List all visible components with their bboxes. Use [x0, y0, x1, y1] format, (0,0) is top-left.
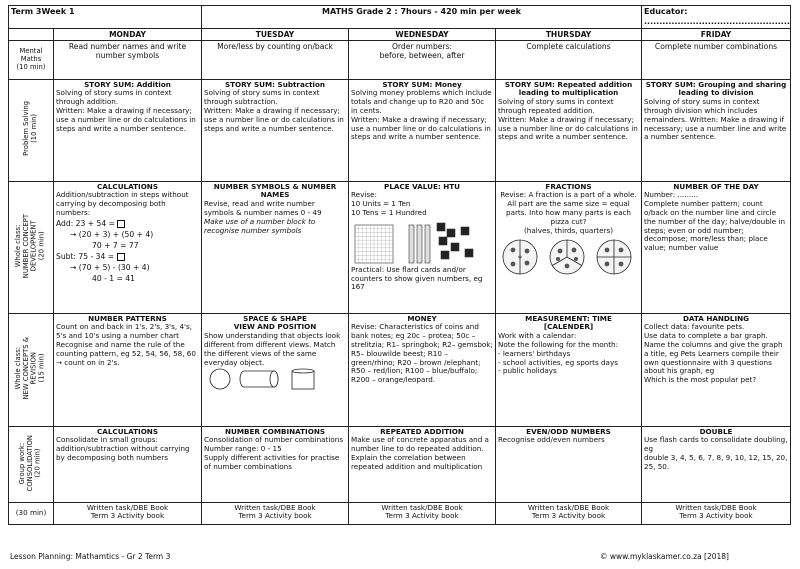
cell-line: 10 Tens = 1 Hundred: [351, 207, 427, 217]
problem-solving-row: [9, 79, 791, 181]
cell-body: Show understanding that objects look different from different views. Match the different views of the same everyday object.: [204, 331, 341, 367]
problem-cell: [349, 79, 496, 181]
add-line-1: Add: 23 + 54 =: [56, 218, 118, 228]
cell-body: Number: ......... Complete number pattern; count o/back on the number line and circle the number of the day; halve/double in steps; even or odd number; decompose; more/less than; place value; number value: [644, 190, 786, 253]
concept-thursday: [496, 181, 642, 313]
mental-maths-row: [9, 40, 791, 79]
cell-body: Solving of story sums in context through repeated addition. Written: Make a drawing if necessary; use a number line or do calculations in steps and write a number sentence.: [498, 97, 638, 142]
cell-body: Make use of concrete apparatus and a number line to do repeated addition. Explain the correlation between repeated addition and multiplication: [351, 435, 489, 471]
cell-title: STORY SUM: Money: [382, 79, 462, 89]
new-concepts-cell: [496, 313, 642, 426]
written-line-1: Written task/DBE Book: [234, 502, 316, 512]
mental-cell: Complete number combinations: [642, 40, 791, 79]
written-cell: [202, 502, 349, 524]
mental-cell: More/less by counting on/back: [202, 40, 349, 79]
cell-line: Revise:: [351, 190, 377, 200]
written-line-2: Term 3 Activity book: [90, 511, 165, 521]
mental-cell: Order numbers: before, between, after: [349, 40, 496, 79]
cell-title: SPACE & SHAPE VIEW AND POSITION: [233, 313, 317, 332]
concept-wednesday: [349, 181, 496, 313]
number-concept-label: Whole class: NUMBER CONCEPT DEVELOPMENT (20 min): [9, 181, 54, 313]
written-line-2: Term 3 Activity book: [238, 511, 312, 521]
cell-title: STORY SUM: Subtraction: [224, 79, 326, 89]
day-tuesday: TUESDAY: [202, 28, 349, 40]
cell-title: NUMBER SYMBOLS & NUMBER NAMES: [213, 181, 337, 200]
term-week: Term 3Week 1: [9, 6, 202, 29]
cell-title: CALCULATIONS: [97, 426, 158, 436]
lesson-plan-table: [8, 5, 791, 525]
corner-cell: [9, 28, 54, 40]
written-label: (30 min): [9, 502, 54, 524]
cell-body: Use flash cards to consolidate doubling, eg double 3, 4, 5, 6, 7, 8, 9, 10, 12, 15, 20, 25, 50.: [644, 435, 788, 471]
cell-body: Work with a calendar: Note the following for the month: - learners' birthdays - school activities, eg sports days - public holidays: [498, 331, 618, 376]
written-line-1: Written task/DBE Book: [381, 502, 463, 512]
cell-body: Solving of story sums in context through division which includes remainders. Written: Make a drawing if necessary; use a number line and write a number sentence.: [644, 97, 787, 142]
day-friday: FRIDAY: [642, 28, 791, 40]
consolidation-cell: [54, 426, 202, 502]
new-concepts-cell: [54, 313, 202, 426]
cell-title: STORY SUM: Repeated addition leading to multiplication: [504, 79, 633, 98]
cell-note: Make use of a number block to recognise number symbols: [204, 216, 316, 235]
cell-body: Solving of story sums in context through subtraction. Written: Make a drawing if necessary; use a number line or do calculations in steps and write a number sentence.: [204, 88, 344, 133]
written-line-2: Term 3 Activity book: [531, 511, 606, 521]
cell-body: Revise: Characteristics of coins and bank notes; eg 20c – protea; 50c – strelitzia; R1– springbok; R2– gemsbok; R5– blouwilde beest; R10 – green/rhino; R20 – brown /elephant; R50 – red/lion; R100 – blue/buffalo; R200 – orange/leopard.: [351, 322, 493, 385]
cell-body: Collect data: favourite pets. Use data to complete a bar graph. Name the columns and give the graph a title, eg Pets Learners compile their own questionnaire with 3 questions about his graph, eg Which is the most popular pet?: [644, 322, 783, 385]
cell-body: Revise: A fraction is a part of a whole. All part are the same size = equal parts. Into how many parts is each pizza cut? (halves, thirds, quarters): [500, 190, 637, 235]
new-concepts-cell: [349, 313, 496, 426]
cell-title: DATA HANDLING: [682, 313, 750, 323]
footer-right: © www.myklaskamer.co.za [2018]: [600, 552, 729, 561]
sub-line-3: 40 - 1 = 41: [92, 273, 135, 283]
written-cell: [349, 502, 496, 524]
cell-title: MONEY: [407, 313, 437, 323]
written-cell: [642, 502, 791, 524]
mental-maths-label: Mental Maths (10 min): [9, 40, 54, 79]
cell-body: Revise, read and write number symbols & number names 0 - 49: [204, 199, 322, 217]
header-row: [9, 6, 791, 29]
sub-line-2: → (70 + 5) - (30 + 4): [70, 262, 150, 272]
base-ten-blocks-icon: [351, 219, 491, 265]
number-concept-row: [9, 181, 791, 313]
cell-title: PLACE VALUE: HTU: [384, 181, 460, 191]
cell-title: NUMBER COMBINATIONS: [225, 426, 326, 436]
day-monday: MONDAY: [54, 28, 202, 40]
problem-cell: [54, 79, 202, 181]
written-line-1: Written task/DBE Book: [527, 502, 610, 512]
day-wednesday: WEDNESDAY: [349, 28, 496, 40]
cell-title: STORY SUM: Grouping and sharing leading to division: [645, 79, 787, 98]
cell-body: Consolidation of number combinations Number range: 0 - 15 Supply different activities for practise of number combinations: [204, 435, 344, 471]
answer-box: [117, 220, 125, 228]
pizza-fractions-icon: [498, 237, 638, 277]
written-line-2: Term 3 Activity book: [385, 511, 459, 521]
new-concepts-cell: [642, 313, 791, 426]
add-line-3: 70 + 7 = 77: [92, 240, 139, 250]
cell-body: Consolidate in small groups: addition/subtraction without carrying by decomposing both numbers: [56, 435, 190, 462]
consolidation-cell: [202, 426, 349, 502]
cell-title: CALCULATIONS: [97, 181, 158, 191]
consolidation-label: Group work: CONSOLIDATION (20 min): [9, 426, 54, 502]
concept-tuesday: [202, 181, 349, 313]
consolidation-cell: [642, 426, 791, 502]
cell-title: EVEN/ODD NUMBERS: [526, 426, 611, 436]
written-cell: [54, 502, 202, 524]
problem-cell: [202, 79, 349, 181]
new-concepts-row: [9, 313, 791, 426]
mental-cell: Complete calculations: [496, 40, 642, 79]
consolidation-cell: [349, 426, 496, 502]
cell-title: STORY SUM: Addition: [84, 79, 171, 89]
answer-box: [117, 253, 125, 261]
cell-body: Solving money problems which include totals and change up to R20 and 50c in cents. Written: Make a drawing if necessary; use a number line or do calculations in steps and write a number sentence.: [351, 88, 492, 142]
days-row: [9, 28, 791, 40]
cell-title: REPEATED ADDITION: [380, 426, 464, 436]
problem-cell: [496, 79, 642, 181]
problem-solving-label: Problem Solving (10 min): [9, 79, 54, 181]
cell-title: DOUBLE: [699, 426, 733, 436]
concept-monday: [54, 181, 202, 313]
written-line-1: Written task/DBE Book: [86, 502, 169, 512]
written-line-2: Term 3 Activity book: [679, 511, 753, 521]
add-line-2: → (20 + 3) + (50 + 4): [70, 229, 154, 239]
educator-label: Educator: ................................................: [642, 6, 791, 29]
written-cell: [496, 502, 642, 524]
problem-cell: [642, 79, 791, 181]
written-line-1: Written task/DBE Book: [675, 502, 757, 512]
day-thursday: THURSDAY: [496, 28, 642, 40]
cell-body: Count on and back in 1's, 2's, 3's, 4's, 5's and 10's using a number chart Recognise and name the rule of the counting pattern, eg 52, 54, 56, 58, 60 → count on in 2's.: [56, 322, 196, 367]
cylinder-views-icon: [204, 367, 344, 391]
new-concepts-label: Whole class: NEW CONCEPTS & REVISION (15 min): [9, 313, 54, 426]
mental-cell: Read number names and write number symbols: [54, 40, 202, 79]
concept-friday: [642, 181, 791, 313]
consolidation-cell: [496, 426, 642, 502]
cell-title: MEASUREMENT: TIME [CALENDER]: [525, 313, 612, 332]
sub-line-1: Subt: 75 - 34 =: [56, 251, 117, 261]
cell-line: 10 Units = 1 Ten: [351, 199, 411, 209]
written-row: [9, 502, 791, 524]
cell-title: FRACTIONS: [545, 181, 592, 191]
cell-body: Addition/subtraction in steps without carrying by decomposing both numbers:: [56, 190, 189, 217]
consolidation-row: [9, 426, 791, 502]
cell-body: Solving of story sums in context through addition. Written: Make a drawing if necessary; use a number line or do calculations in steps and write a number sentence.: [56, 88, 196, 133]
new-concepts-cell: [202, 313, 349, 426]
plan-title: MATHS Grade 2 : 7hours - 420 min per week: [202, 6, 642, 29]
cell-title: NUMBER OF THE DAY: [673, 181, 759, 191]
cell-body: Recognise odd/even numbers: [498, 435, 605, 445]
cell-title: NUMBER PATTERNS: [88, 313, 167, 323]
cell-practical: Practical: Use flard cards and/or counters to show given numbers, eg 167: [351, 264, 483, 292]
footer-left: Lesson Planning: Mathamtics - Gr 2 Term 3: [10, 552, 171, 561]
